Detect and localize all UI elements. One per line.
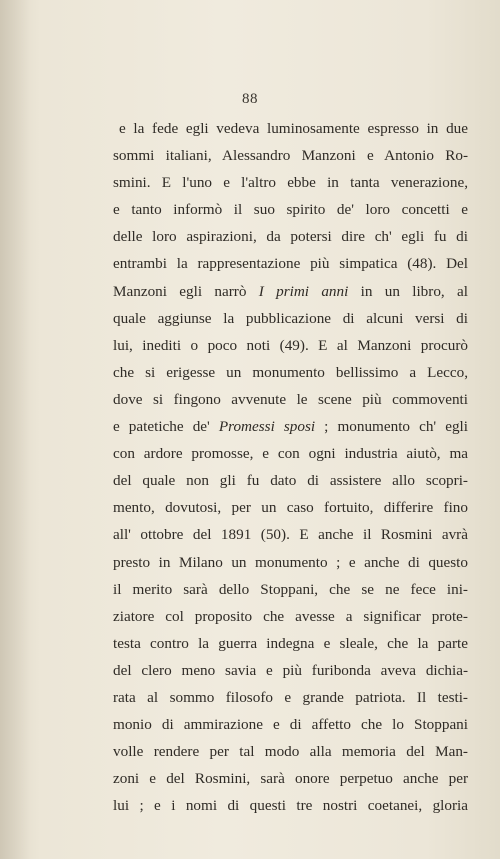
text-run: dove si fingono avvenute le scene più commoventi: [113, 390, 468, 408]
text-line: [113, 603, 468, 630]
text-run: con ardore promosse, e con ogni industria aiutò, ma: [113, 445, 468, 463]
text-run: in un libro, al: [348, 282, 468, 300]
italic-title: I primi anni: [258, 282, 349, 300]
text-line: [113, 657, 468, 684]
text-line: [113, 521, 468, 548]
text-run: e tanto informò il suo spirito de' loro concetti e: [113, 201, 468, 219]
text-line: [113, 711, 468, 738]
text-run: all' ottobre del 1891 (50). E anche il Rosmini avrà: [113, 526, 468, 544]
text-line: [113, 359, 468, 386]
text-run: che si erigesse un monumento bellissimo a Lecco,: [113, 363, 468, 381]
text-line: [113, 115, 468, 142]
page-gutter-shadow: [0, 0, 30, 859]
text-run: del quale non gli fu dato di assistere allo scopri-: [113, 472, 468, 490]
text-line: [113, 549, 468, 576]
italic-title: Promessi sposi: [218, 418, 316, 436]
text-run: testa contro la guerra indegna e sleale, che la parte: [113, 634, 468, 652]
text-run: ziatore col proposito che avesse a significar prote-: [113, 607, 468, 625]
text-line: [113, 467, 468, 494]
page-number: 88: [242, 91, 258, 107]
text-line: [113, 792, 468, 819]
text-run: zoni e del Rosmini, sarà onore perpetuo anche per: [113, 770, 468, 788]
text-run: lui, inediti o poco noti (49). E al Manzoni procurò: [113, 336, 468, 354]
text-run: presto in Milano un monumento ; e anche di questo: [113, 553, 468, 571]
text-line: [113, 386, 468, 413]
text-line: [113, 684, 468, 711]
text-line: [113, 250, 468, 277]
text-line: [113, 278, 468, 305]
text-run: lui ; e i nomi di questi tre nostri coetanei, gloria: [113, 797, 468, 815]
text-line: [113, 332, 468, 359]
text-run: mento, dovutosi, per un caso fortuito, differire fino: [113, 499, 468, 517]
text-run: Manzoni egli narrò: [113, 282, 259, 300]
text-line: [113, 630, 468, 657]
text-line: [113, 413, 468, 440]
text-run: smini. E l'uno e l'altro ebbe in tanta venerazione,: [113, 174, 468, 192]
text-line: [113, 305, 468, 332]
text-line: [113, 142, 468, 169]
body-text: [113, 115, 468, 819]
text-line: [113, 223, 468, 250]
text-line: [113, 765, 468, 792]
text-run: ; monumento ch' egli: [315, 418, 468, 436]
text-run: entrambi la rappresentazione più simpatica (48). Del: [113, 255, 468, 273]
text-run: il merito sarà dello Stoppani, che se ne fece ini-: [113, 580, 468, 598]
text-run: e patetiche de': [113, 418, 219, 436]
text-run: quale aggiunse la pubblicazione di alcuni versi di: [113, 309, 468, 327]
text-run: monio di ammirazione e di affetto che lo Stoppani: [113, 716, 468, 734]
text-line: [113, 494, 468, 521]
text-run: sommi italiani, Alessandro Manzoni e Antonio Ro-: [113, 147, 468, 165]
text-run: rata al sommo filosofo e grande patriota. Il testi-: [113, 688, 468, 706]
text-run: volle rendere per tal modo alla memoria del Man-: [113, 743, 468, 761]
text-run: e la fede egli vedeva luminosamente espresso in due: [119, 120, 468, 137]
text-line: [113, 196, 468, 223]
text-line: [113, 169, 468, 196]
text-run: del clero meno savia e più furibonda aveva dichia-: [113, 661, 468, 679]
text-line: [113, 440, 468, 467]
text-run: delle loro aspirazioni, da potersi dire ch' egli fu di: [113, 228, 468, 246]
text-line: [113, 738, 468, 765]
text-line: [113, 576, 468, 603]
